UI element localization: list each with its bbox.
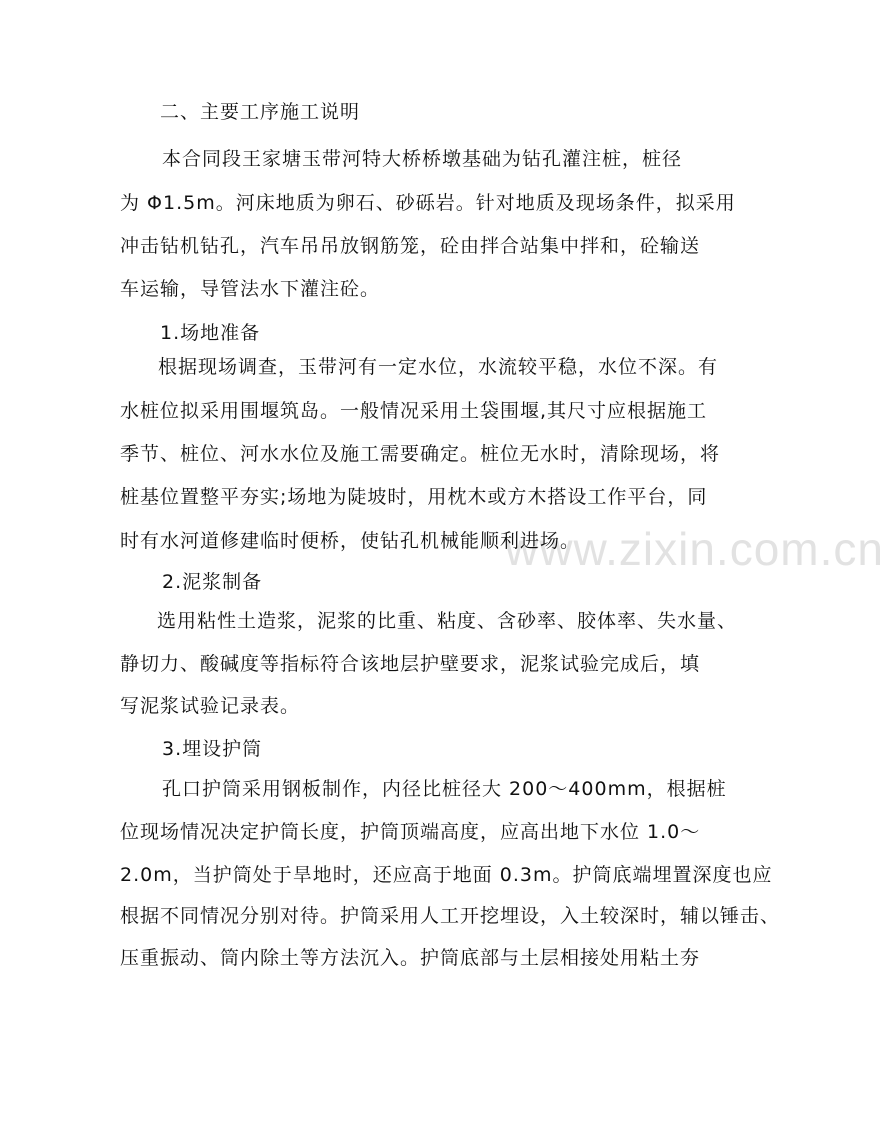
paragraph-line: 时有水河道修建临时便桥，使钻孔机械能顺利进场。 bbox=[120, 530, 581, 552]
paragraph-line: 写泥浆试验记录表。 bbox=[120, 695, 301, 717]
watermark-text: www.zixin.com.cn bbox=[505, 523, 884, 575]
section-heading: 二、主要工序施工说明 bbox=[160, 101, 361, 123]
paragraph-line: 2.0m，当护筒处于旱地时，还应高于地面 0.3m。护筒底端埋置深度也应 bbox=[120, 864, 773, 886]
paragraph-line: 静切力、酸碱度等指标符合该地层护壁要求，泥浆试验完成后，填 bbox=[120, 653, 701, 675]
paragraph-line: 根据现场调查，玉带河有一定水位，水流较平稳，水位不深。有 bbox=[158, 356, 719, 378]
paragraph-line: 压重振动、筒内除土等方法沉入。护筒底部与土层相接处用粘土夯 bbox=[120, 947, 701, 969]
paragraph-line: 季节、桩位、河水水位及施工需要确定。桩位无水时，清除现场，将 bbox=[120, 443, 721, 465]
paragraph-line: 桩基位置整平夯实;场地为陡坡时，用枕木或方木搭设工作平台，同 bbox=[120, 486, 708, 508]
paragraph-line: 为 Φ1.5m。河床地质为卵石、砂砾岩。针对地质及现场条件，拟采用 bbox=[120, 192, 736, 214]
paragraph-line: 本合同段王家塘玉带河特大桥桥墩基础为钻孔灌注桩，桩径 bbox=[162, 148, 683, 170]
paragraph-line: 冲击钻机钻孔，汽车吊吊放钢筋笼，砼由拌合站集中拌和，砼输送 bbox=[120, 235, 701, 257]
paragraph-line: 位现场情况决定护筒长度，护筒顶端高度，应高出地下水位 1.0～ bbox=[120, 821, 701, 843]
subsection-title: 3.埋设护筒 bbox=[162, 738, 263, 760]
paragraph-line: 水桩位拟采用围堰筑岛。一般情况采用土袋围堰,其尺寸应根据施工 bbox=[120, 400, 708, 422]
subsection-title: 1.场地准备 bbox=[160, 322, 261, 344]
paragraph-line: 车运输，导管法水下灌注砼。 bbox=[120, 278, 381, 300]
paragraph-line: 选用粘性土造浆，泥浆的比重、粘度、含砂率、胶体率、失水量、 bbox=[157, 610, 738, 632]
paragraph-line: 孔口护筒采用钢板制作，内径比桩径大 200～400mm，根据桩 bbox=[162, 778, 727, 800]
paragraph-line: 根据不同情况分别对待。护筒采用人工开挖埋设，入土较深时，辅以锤击、 bbox=[120, 905, 781, 927]
subsection-title: 2.泥浆制备 bbox=[162, 571, 263, 593]
